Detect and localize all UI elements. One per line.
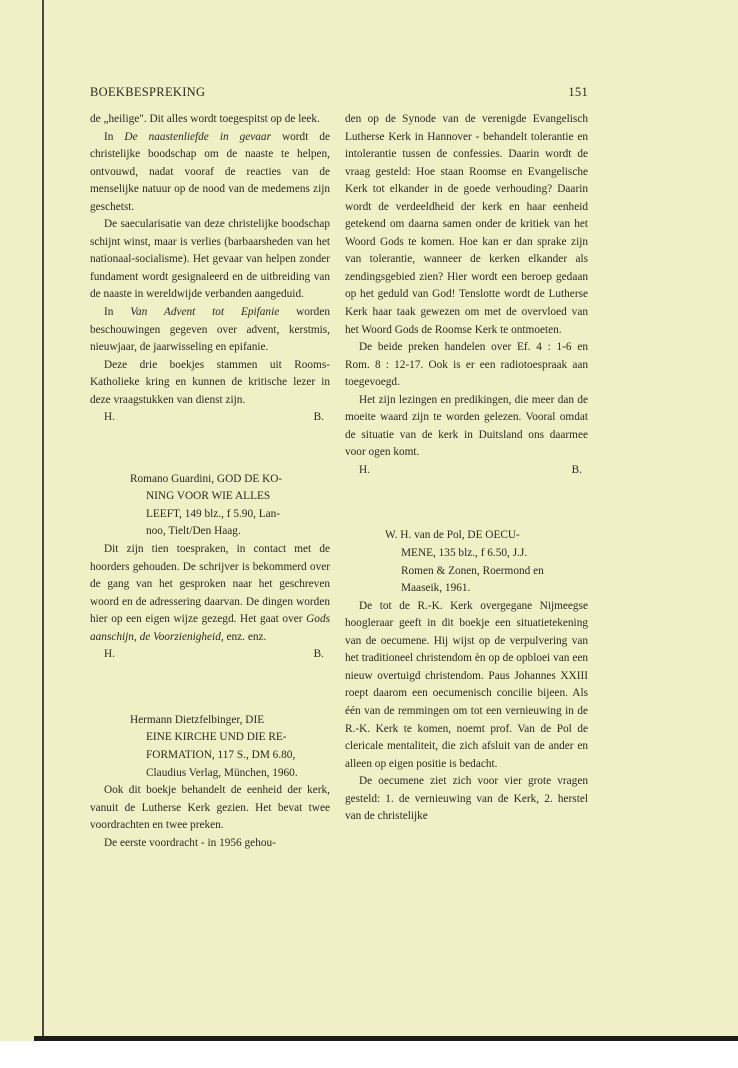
biblio-line: Hermann Dietzfelbinger, DIE [130, 713, 265, 726]
book-title: De naastenliefde in gevaar [124, 130, 271, 143]
reviewer-signature [345, 462, 588, 480]
biblio-line: NING VOOR WIE ALLES [146, 490, 271, 503]
signature-initial: B. [313, 648, 324, 661]
paragraph: Deze drie boekjes stammen uit Rooms-Katholieke kring en kunnen de kritische lezer in deze vraagstukken van dienst zijn. [90, 358, 330, 406]
signature-initial: B. [313, 411, 324, 424]
text-run: worden beschouwingen gegeven over advent, kerstmis, nieuwjaar, de jaarwisseling en epifanie. [90, 306, 330, 354]
page-left-edge [42, 0, 44, 1036]
bibliographic-entry-dietzfelbinger [130, 712, 330, 782]
biblio-line: LEEFT, 149 blz., f 5.90, Lan- [146, 507, 281, 520]
signature-initial: H. [104, 411, 115, 424]
signature-initial: H. [104, 648, 115, 661]
topic-title: Gods aanschijn, de Voorzienigheid, [90, 613, 330, 643]
paragraph: De tot de R.-K. Kerk overgegane Nijmeegse hoogleraar geeft in dit boekje een situatietekening van de oecumene. Hij wijst op de verpulvering van het traditioneel christendom èn op de opbloei van een nieuw overtuigd christendom. Paus Johannes XXIII roept daarom een oecumenisch concilie bijeen. Als één van de remmingen om tot een vernieuwing in de R.-K. Kerk te komen, noemt prof. Van de Pol de clericale mentaliteit, die zich afsluit van de ander en alleen op eigen positie is bedacht. [345, 599, 588, 770]
text-run: Dit zijn tien toespraken, in contact met de hoorders gehouden. De schrijver is bekommerd over de gang van het gesproken naar het geschreven woord en de adressering daarvan. De dingen worden hier op een eigen wijze gezegd. Het gaat over [90, 543, 330, 626]
paragraph: De eerste voordracht - in 1956 gehou- [104, 836, 276, 849]
scan-background [0, 1041, 738, 1068]
text-run: In [104, 130, 125, 143]
biblio-line: Maaseik, 1961. [401, 582, 471, 595]
page-number: 151 [568, 85, 588, 99]
book-title: Van Advent tot Epifanie [130, 306, 280, 319]
signature-initial: H. [359, 463, 370, 476]
running-head-title: BOEKBESPREKING [90, 85, 206, 99]
paragraph [90, 541, 330, 646]
paragraph: De oecumene ziet zich voor vier grote vragen gesteld: 1. de vernieuwing van de Kerk, 2. herstel van de christelijke [345, 775, 588, 823]
reviewer-signature [90, 646, 330, 664]
left-column [90, 111, 330, 852]
paragraph [90, 129, 330, 217]
biblio-line: EINE KIRCHE UND DIE RE- [146, 731, 287, 744]
biblio-line: Claudius Verlag, München, 1960. [146, 766, 298, 779]
paragraph: Ook dit boekje behandelt de eenheid der kerk, vanuit de Lutherse Kerk gezien. Het bevat twee voordrachten en twee preken. [90, 784, 330, 832]
bibliographic-entry-guardini [130, 471, 330, 541]
text-run: In [104, 306, 131, 319]
paragraph: De saecularisatie van deze christelijke boodschap schijnt winst, maar is verlies (barbaarsheden van het nationaal-socialisme). Het gevaar van helpen zonder fundament wordt gesignaleerd en de uitbreiding van de naaste in wereldwijde verbanden aangeduid. [90, 218, 330, 301]
paragraph [90, 304, 330, 357]
biblio-line: MENE, 135 blz., f 6.50, J.J. [401, 547, 528, 560]
signature-initial: B. [571, 463, 582, 476]
biblio-line: FORMATION, 117 S., DM 6.80, [146, 748, 296, 761]
bibliographic-entry-van-de-pol [385, 527, 588, 597]
paragraph: de „heilige". Dit alles wordt toegespitst op de leek. [90, 113, 320, 125]
text-run: wordt de christelijke boodschap om de naaste te helpen, ontvouwd, nadat vooraf de reacties van de menselijke natuur op de nood van de medemens zijn geschetst. [90, 130, 330, 213]
paragraph: den op de Synode van de verenigde Evangelisch Lutherse Kerk in Hannover - behandelt tolerantie en intolerantie tussen de confessies. Daarin wordt de vraag gesteld: Hoe staan Roomse en Evangelische Kerk tot elkander in de goede verhouding? Daarin wordt de verdeeldheid der kerk en haar eenheid getekend om daarna samen onder de kritiek van het Woord Gods te komen. Hoe kan er dan sprake zijn van tolerantie, wanneer de kerken elkander als zendingsgebied zien? Hier wordt een beroep gedaan op het geduld van God! Tenslotte wordt de Lutherse Kerk haar taak gewezen om met de overvloed van het Woord Gods de Roomse Kerk te ontmoeten. [345, 113, 588, 336]
right-column [345, 111, 588, 826]
paragraph: Het zijn lezingen en predikingen, die meer dan de moeite waard zijn te worden gelezen. Vooral omdat de situatie van de kerk in Duitsland ons daarmee voor ogen komt. [345, 393, 588, 459]
biblio-line: Romano Guardini, GOD DE KO- [130, 472, 283, 485]
biblio-line: W. H. van de Pol, DE OECU- [385, 529, 520, 542]
text-run: enz. enz. [223, 630, 267, 643]
biblio-line: noo, Tielt/Den Haag. [146, 525, 241, 538]
reviewer-signature [90, 409, 330, 427]
biblio-line: Romen & Zonen, Roermond en [401, 564, 544, 577]
paragraph: De beide preken handelen over Ef. 4 : 1-6 en Rom. 8 : 12-17. Ook is er een radiotoespraak aan toegevoegd. [345, 341, 588, 389]
